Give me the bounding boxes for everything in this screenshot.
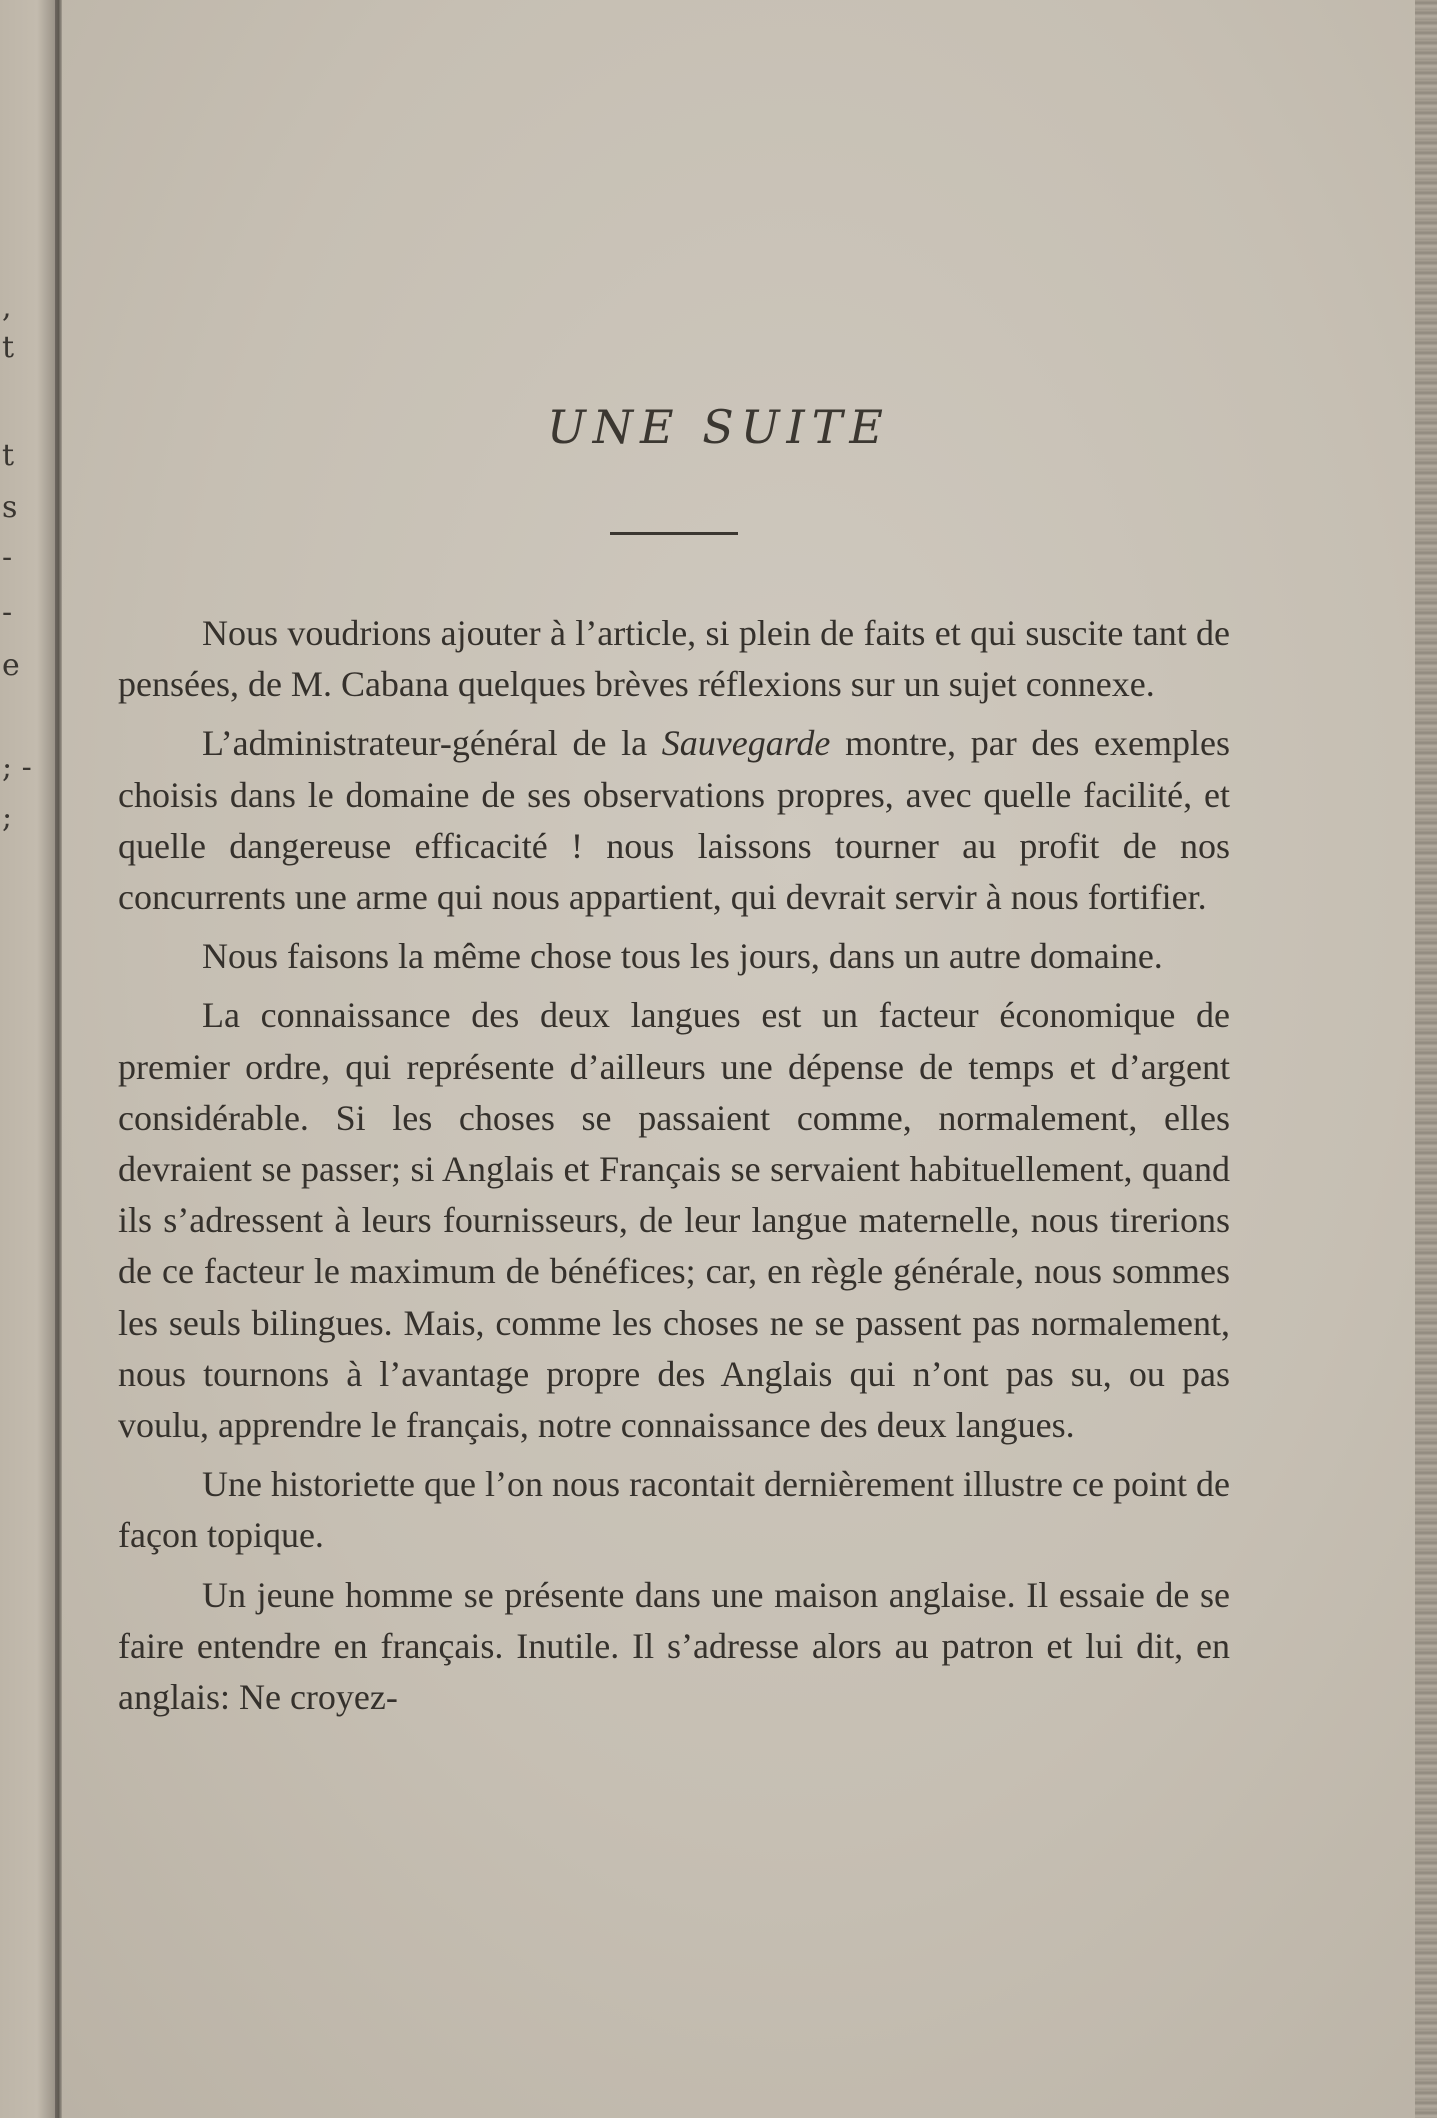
paragraph: Un jeune homme se présente dans une maison anglaise. Il essaie de se faire entendre en français. Inutile. Il s’adresse alors au patron et lui dit, en anglais: Ne croyez- (118, 1574, 1230, 1718)
margin-fragment: e (2, 648, 20, 683)
margin-fragment: ; (2, 800, 13, 835)
paragraph: La connaissance des deux langues est un facteur économique de premier ordre, qui représente d’ailleurs une dépense de temps et d’argent considérable. Si les choses se passaient comme, normalement, elles devraient se passer; si Anglais et Français se servaient habituellement, quand ils s’adressent à leurs fournisseurs, de leur langue maternelle, nous tirerions de ce facteur le maximum de bénéfices; car, en règle générale, nous sommes les seuls bilingues. Mais, comme les choses ne se passent pas normalement, nous tournons à l’avantage propre des Anglais qui n’ont pas su, ou pas voulu, apprendre le français, notre connaissance des deux langues. (118, 995, 1230, 1446)
paragraph: L’administrateur-général de la Sauvegarde montre, par des exemples choisis dans le domaine de ses observations propres, avec quelle facilité, et quelle dangereuse efficacité ! nous laissons tourner au profit de nos concurrents une arme qui nous appartient, qui devrait servir à nous fortifier. (118, 723, 1230, 918)
paragraph: Une historiette que l’on nous racontait dernièrement illustre ce point de façon topique. (118, 1464, 1230, 1556)
chapter-title: UNE SUITE (547, 400, 890, 454)
margin-fragment: - (2, 540, 13, 575)
page-block-edge (1415, 0, 1437, 2118)
previous-page-fragments (0, 0, 40, 2118)
margin-fragment: s (2, 490, 18, 525)
italic-title: Sauvegarde (661, 723, 831, 764)
margin-fragment: - (2, 595, 13, 630)
binding-shadow (55, 0, 59, 2118)
margin-fragment: ; - (2, 750, 32, 785)
title-rule (610, 532, 738, 535)
margin-fragment: t (2, 330, 15, 365)
margin-fragment: , (2, 290, 12, 325)
paragraph: Nous voudrions ajouter à l’article, si plein de faits et qui suscite tant de pensées, de M. Cabana quelques brèves réflexions sur un sujet connexe. (118, 613, 1230, 705)
margin-fragment: t (2, 438, 15, 473)
paragraph: Nous faisons la même chose tous les jours, dans un autre domaine. (202, 936, 1163, 977)
body-text (118, 608, 1230, 1723)
